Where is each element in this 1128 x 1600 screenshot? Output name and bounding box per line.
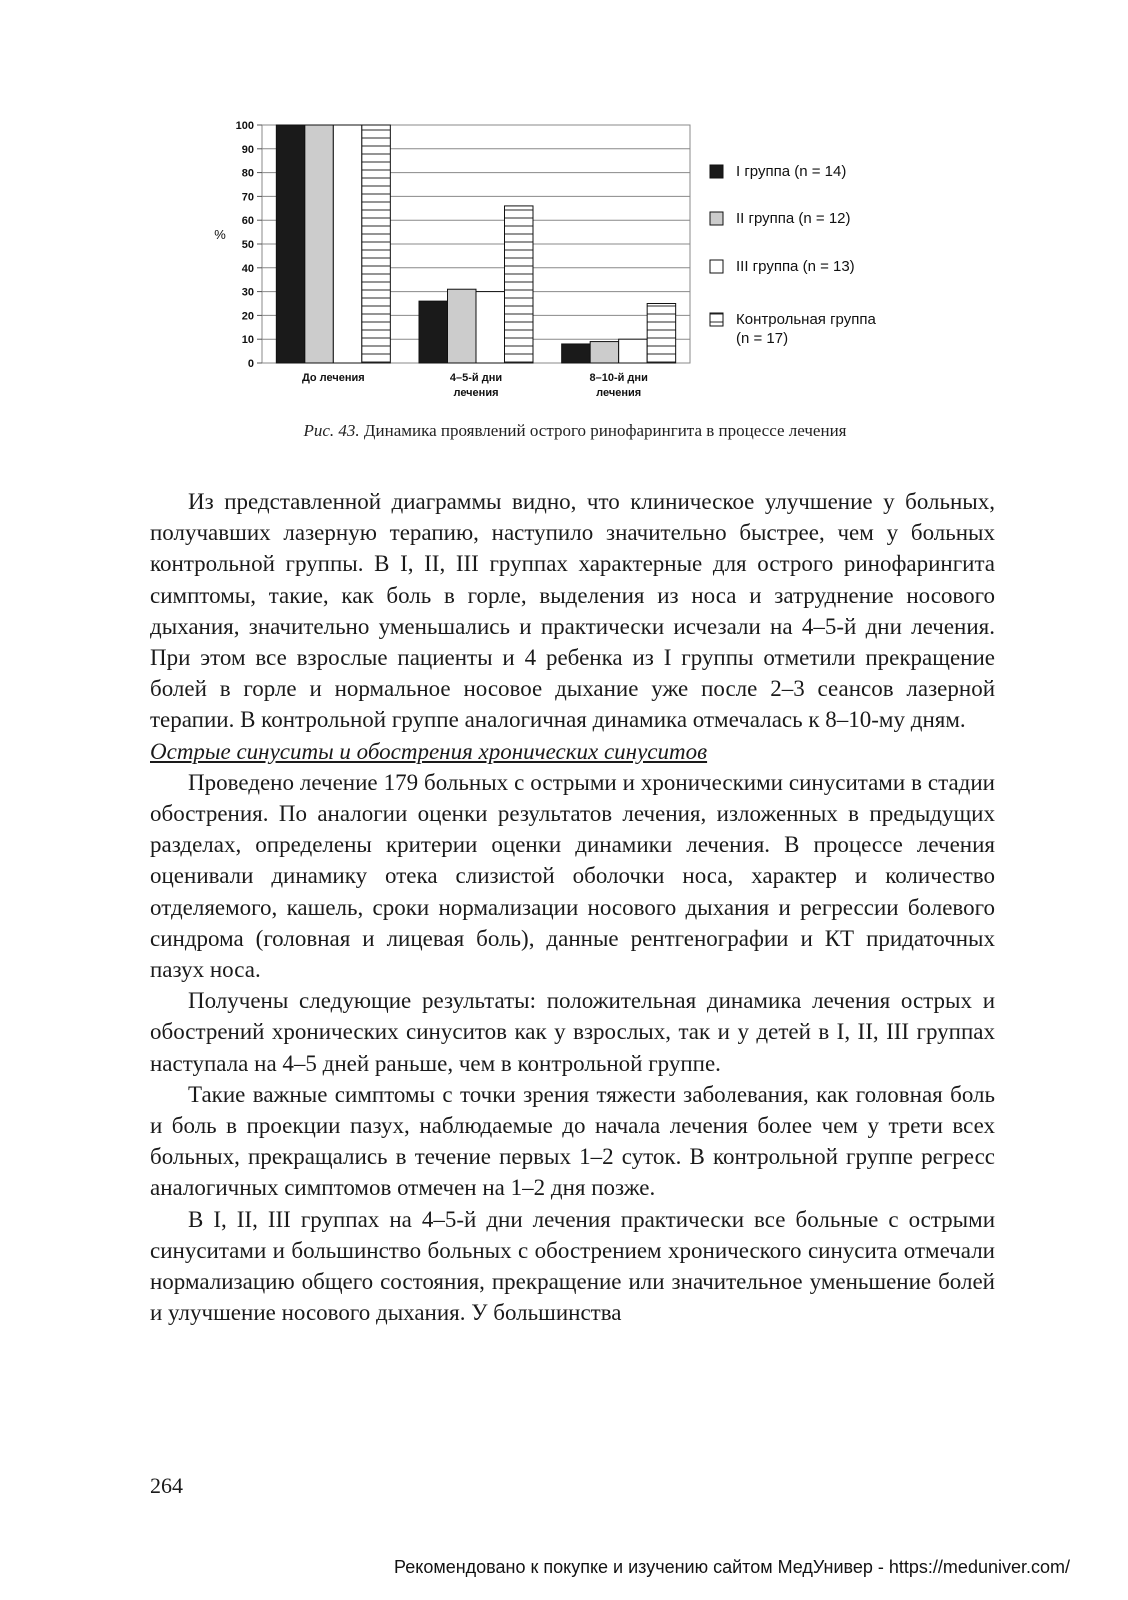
y-tick-label: 90 xyxy=(241,143,254,156)
legend-swatch xyxy=(710,313,723,326)
legend-label: Контрольная группа xyxy=(736,311,876,328)
y-tick-label: 100 xyxy=(235,120,254,132)
page-number: 264 xyxy=(150,1473,183,1498)
x-category-label: лечения xyxy=(453,387,499,399)
figure-caption-text: Динамика проявлений острого ринофарингита в процессе лечения xyxy=(359,421,847,440)
chart-bar xyxy=(505,206,534,363)
y-tick-label: 20 xyxy=(241,310,254,323)
chart-bar xyxy=(562,344,591,363)
watermark-link[interactable]: Рекомендовано к покупке и изучению сайтом МедУнивер - https://meduniver.com/ xyxy=(394,1557,1070,1577)
section-subheading: Острые синуситы и обострения хронических синуситов xyxy=(150,738,708,764)
legend-swatch xyxy=(710,212,723,225)
chart-bar xyxy=(476,292,505,363)
y-tick-label: 30 xyxy=(241,286,254,299)
legend-label: (n = 17) xyxy=(736,330,789,347)
chart-bar xyxy=(305,125,334,363)
chart-legend xyxy=(710,163,876,347)
x-category-label: лечения xyxy=(596,387,642,399)
body-text xyxy=(150,486,995,1328)
y-axis-label: % xyxy=(214,227,226,242)
y-tick-label: 10 xyxy=(241,334,254,347)
chart-bar xyxy=(647,304,676,364)
chart-bar xyxy=(362,125,391,363)
bar-chart xyxy=(200,110,920,410)
chart-bar xyxy=(276,125,305,363)
paragraph: В I, II, III группах на 4–5-й дни лечения практически все больные с острыми синуситами и большинство больных с обострением хронического синусита отмечали нормализацию общего состояния, прекращение или значительное уменьшение болей и улучшение носового дыхания. У большинства xyxy=(150,1206,995,1326)
legend-label: III группа (n = 13) xyxy=(736,258,855,275)
legend-swatch xyxy=(710,260,723,273)
figure-number: Рис. 43. xyxy=(303,421,360,440)
chart-bar xyxy=(619,339,648,363)
legend-swatch xyxy=(710,165,723,178)
legend-label: I группа (n = 14) xyxy=(736,163,847,180)
y-tick-label: 60 xyxy=(241,215,254,228)
chart-bar xyxy=(419,301,448,363)
y-tick-label: 80 xyxy=(241,167,254,180)
chart-bar xyxy=(448,289,477,363)
figure-caption xyxy=(150,421,1000,441)
legend-label: II группа (n = 12) xyxy=(736,210,851,227)
chart-bar xyxy=(590,342,619,363)
paragraph: Из представленной диаграммы видно, что клиническое улучшение у больных, получавших лазерную терапию, наступило значительно быстрее, чем у больных контрольной группы. В I, II, III группах характерные для острого ринофарингита симптомы, такие, как боль в горле, выделения из носа и затруднение носового дыхания, значительно уменьшались и практически исчезали на 4–5-й дни лечения. При этом все взрослые пациенты и 4 ребенка из I группы отметили прекращение болей в горле и нормальное носовое дыхание уже после 2–3 сеансов лазерной терапии. В контрольной группе аналогичная динамика отмечалась к 8–10-му дням. xyxy=(150,489,995,733)
x-category-label: 4–5-й дни xyxy=(449,372,503,384)
paragraph: Получены следующие результаты: положительная динамика лечения острых и обострений хронических синуситов как у взрослых, так и у детей в I, II, III группах наступала на 4–5 дней раньше, чем в контрольной группе. xyxy=(150,988,995,1076)
y-tick-label: 0 xyxy=(247,358,254,370)
x-category-label: 8–10-й дни xyxy=(589,372,648,384)
x-category-label: До лечения xyxy=(301,372,365,384)
paragraph: Такие важные симптомы с точки зрения тяжести заболевания, как головная боль и боль в проекции пазух, наблюдаемые до начала лечения более чем у трети всех больных, прекращались в течение первых 1–2 суток. В контрольной группе регресс аналогичных симптомов отмечен на 1–2 дня позже. xyxy=(150,1081,995,1201)
y-tick-label: 70 xyxy=(241,191,254,204)
paragraph: Проведено лечение 179 больных с острыми и хроническими синуситами в стадии обострения. По аналогии оценки результатов лечения, изложенных в предыдущих разделах, определены критерии оценки динамики лечения. В процессе лечения оценивали динамику отека слизистой оболочки носа, характер и количество отделяемого, кашель, сроки нормализации носового дыхания и регрессии болевого синдрома (головная и лицевая боль), данные рентгенографии и КТ придаточных пазух носа. xyxy=(150,769,995,983)
y-tick-label: 50 xyxy=(241,239,254,251)
chart-bar xyxy=(333,125,362,363)
y-tick-label: 40 xyxy=(241,262,254,275)
